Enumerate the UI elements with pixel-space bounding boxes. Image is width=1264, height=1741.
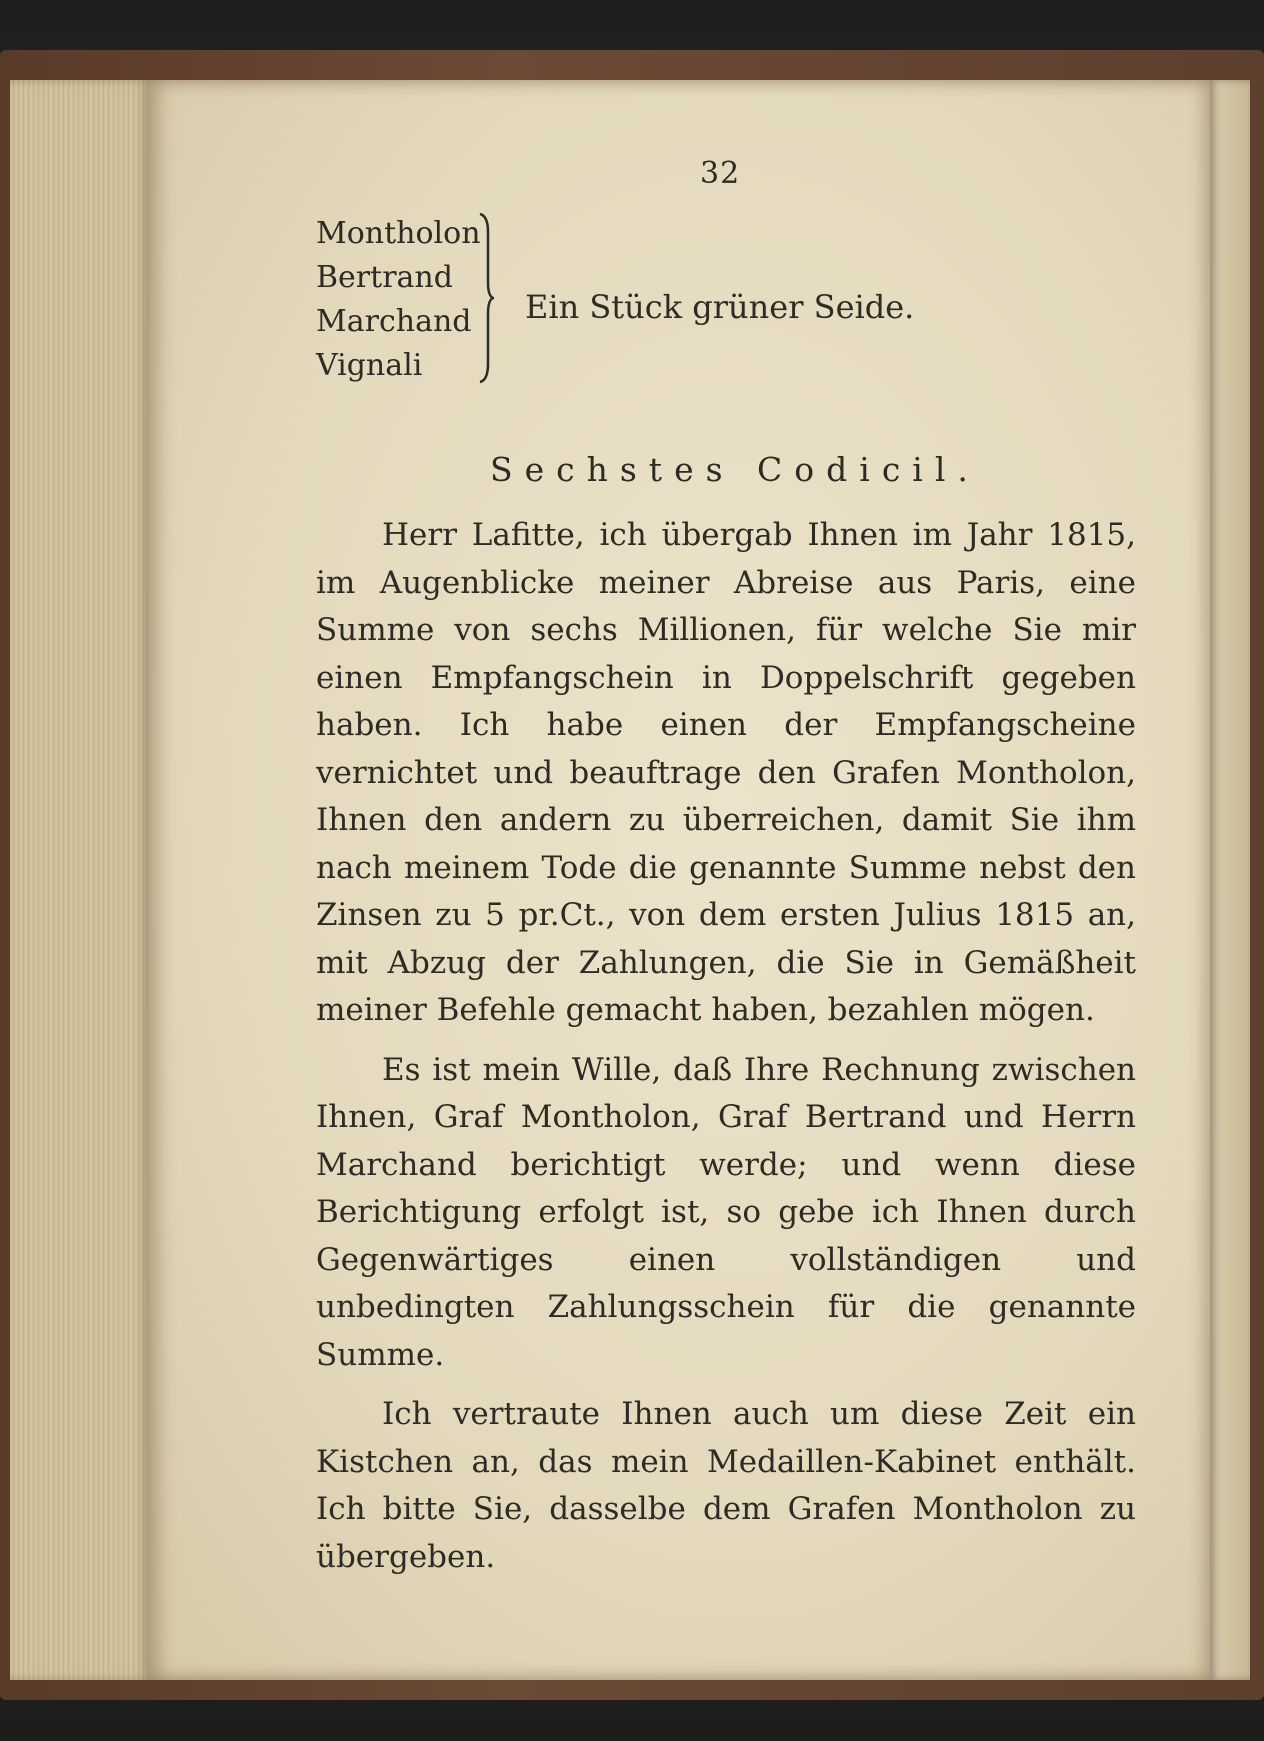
bequest-item: Ein Stück grüner Seide. bbox=[525, 288, 915, 326]
paragraph: Ich vertraute Ihnen auch um diese Zeit ein Kistchen an, das mein Medaillen-Kabinet enthält. Ich bitte Sie, dasselbe dem Grafen Montholon zu übergeben. bbox=[316, 1396, 1136, 1575]
recipient-name: Montholon bbox=[316, 216, 481, 251]
facing-page-edge bbox=[1210, 80, 1250, 1680]
section-heading: Sechstes Codicil. bbox=[490, 450, 980, 489]
recipient-names bbox=[316, 212, 481, 388]
page-edges bbox=[10, 80, 150, 1680]
body-text bbox=[316, 512, 1136, 1593]
recipient-name: Vignali bbox=[316, 348, 423, 383]
page-number: 32 bbox=[700, 156, 741, 191]
recipient-name: Bertrand bbox=[316, 260, 453, 295]
paragraph: Es ist mein Wille, daß Ihre Rechnung zwischen Ihnen, Graf Montholon, Graf Bertrand und Herrn Marchand berichtigt werde; und wenn diese Berichtigung erfolgt ist, so gebe ich Ihnen durch Gegenwärtiges einen vollständigen und unbedingten Zahlungsschein für die genannte Summe. bbox=[316, 1051, 1136, 1373]
curly-brace-icon bbox=[478, 212, 494, 384]
recipient-name: Marchand bbox=[316, 304, 472, 339]
paragraph: Herr Lafitte, ich übergab Ihnen im Jahr 1815, im Augenblicke meiner Abreise aus Paris, eine Summe von sechs Millionen, für welche Sie mir einen Empfangschein in Doppelschrift gegeben haben. Ich habe einen der Empfangscheine vernichtet und beauftrage den Grafen Montholon, Ihnen den andern zu überreichen, damit Sie ihm nach meinem Tode die genannte Summe nebst den Zinsen zu 5 pr.Ct., von dem ersten Julius 1815 an, mit Abzug der Zahlungen, die Sie in Gemäßheit meiner Befehle gemacht haben, bezahlen mögen. bbox=[316, 517, 1136, 1028]
